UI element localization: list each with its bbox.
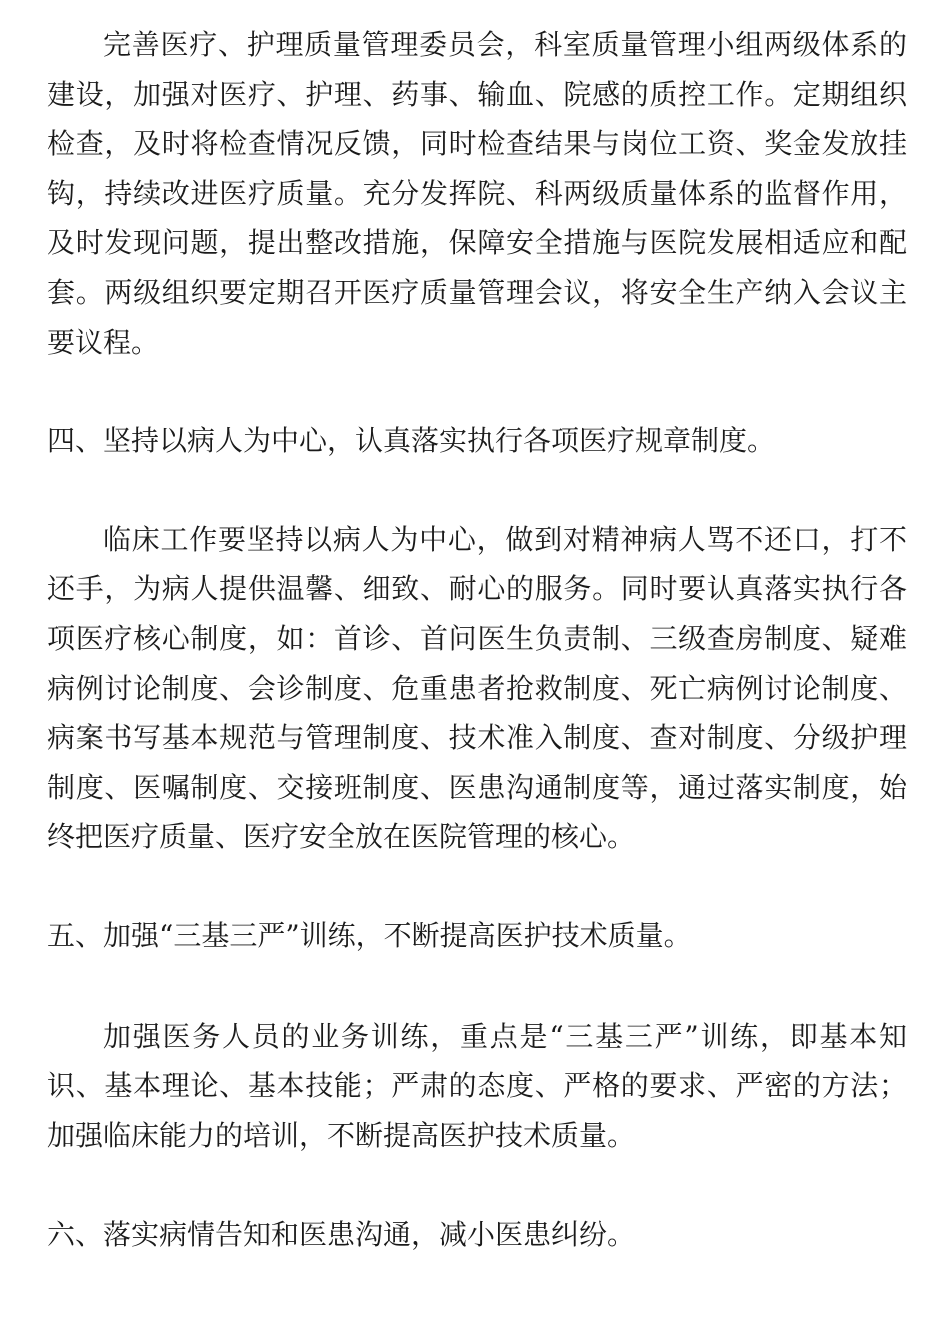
section-heading-4: 四、坚持以病人为中心，认真落实执行各项医疗规章制度。	[47, 424, 776, 458]
spacer	[47, 367, 907, 416]
document-page	[47, 20, 907, 1260]
paragraph-quality-management: 完善医疗、护理质量管理委员会，科室质量管理小组两级体系的建设，加强对医疗、护理、药事、输血、院感的质控工作。定期组织检查，及时将检查情况反馈，同时检查结果与岗位工资、奖金发放挂钩，持续改进医疗质量。充分发挥院、科两级质量体系的监督作用，及时发现问题，提出整改措施，保障安全措施与医院发展相适应和配套。两级组织要定期召开医疗质量管理会议，将安全生产纳入会议主要议程。	[47, 28, 907, 359]
paragraph-patient-centered: 临床工作要坚持以病人为中心，做到对精神病人骂不还口，打不还手，为病人提供温馨、细致、耐心的服务。同时要认真落实执行各项医疗核心制度，如：首诊、首问医生负责制、三级查房制度、疑难病例讨论制度、会诊制度、危重患者抢救制度、死亡病例讨论制度、病案书写基本规范与管理制度、技术准入制度、查对制度、分级护理制度、医嘱制度、交接班制度、医患沟通制度等，通过落实制度，始终把医疗质量、医疗安全放在医院管理的核心。	[47, 522, 907, 854]
section-heading-6: 六、落实病情告知和医患沟通，减小医患纠纷。	[47, 1218, 636, 1252]
paragraph-training: 加强医务人员的业务训练，重点是“三基三严”训练，即基本知识、基本理论、基本技能；严肃的态度、严格的要求、严密的方法；加强临床能力的培训，不断提高医护技术质量。	[47, 1019, 907, 1152]
spacer	[47, 961, 907, 1012]
section-heading-5: 五、加强“三基三严”训练，不断提高医护技术质量。	[47, 918, 692, 952]
spacer	[47, 466, 907, 515]
spacer	[47, 1160, 907, 1210]
spacer	[47, 862, 907, 911]
